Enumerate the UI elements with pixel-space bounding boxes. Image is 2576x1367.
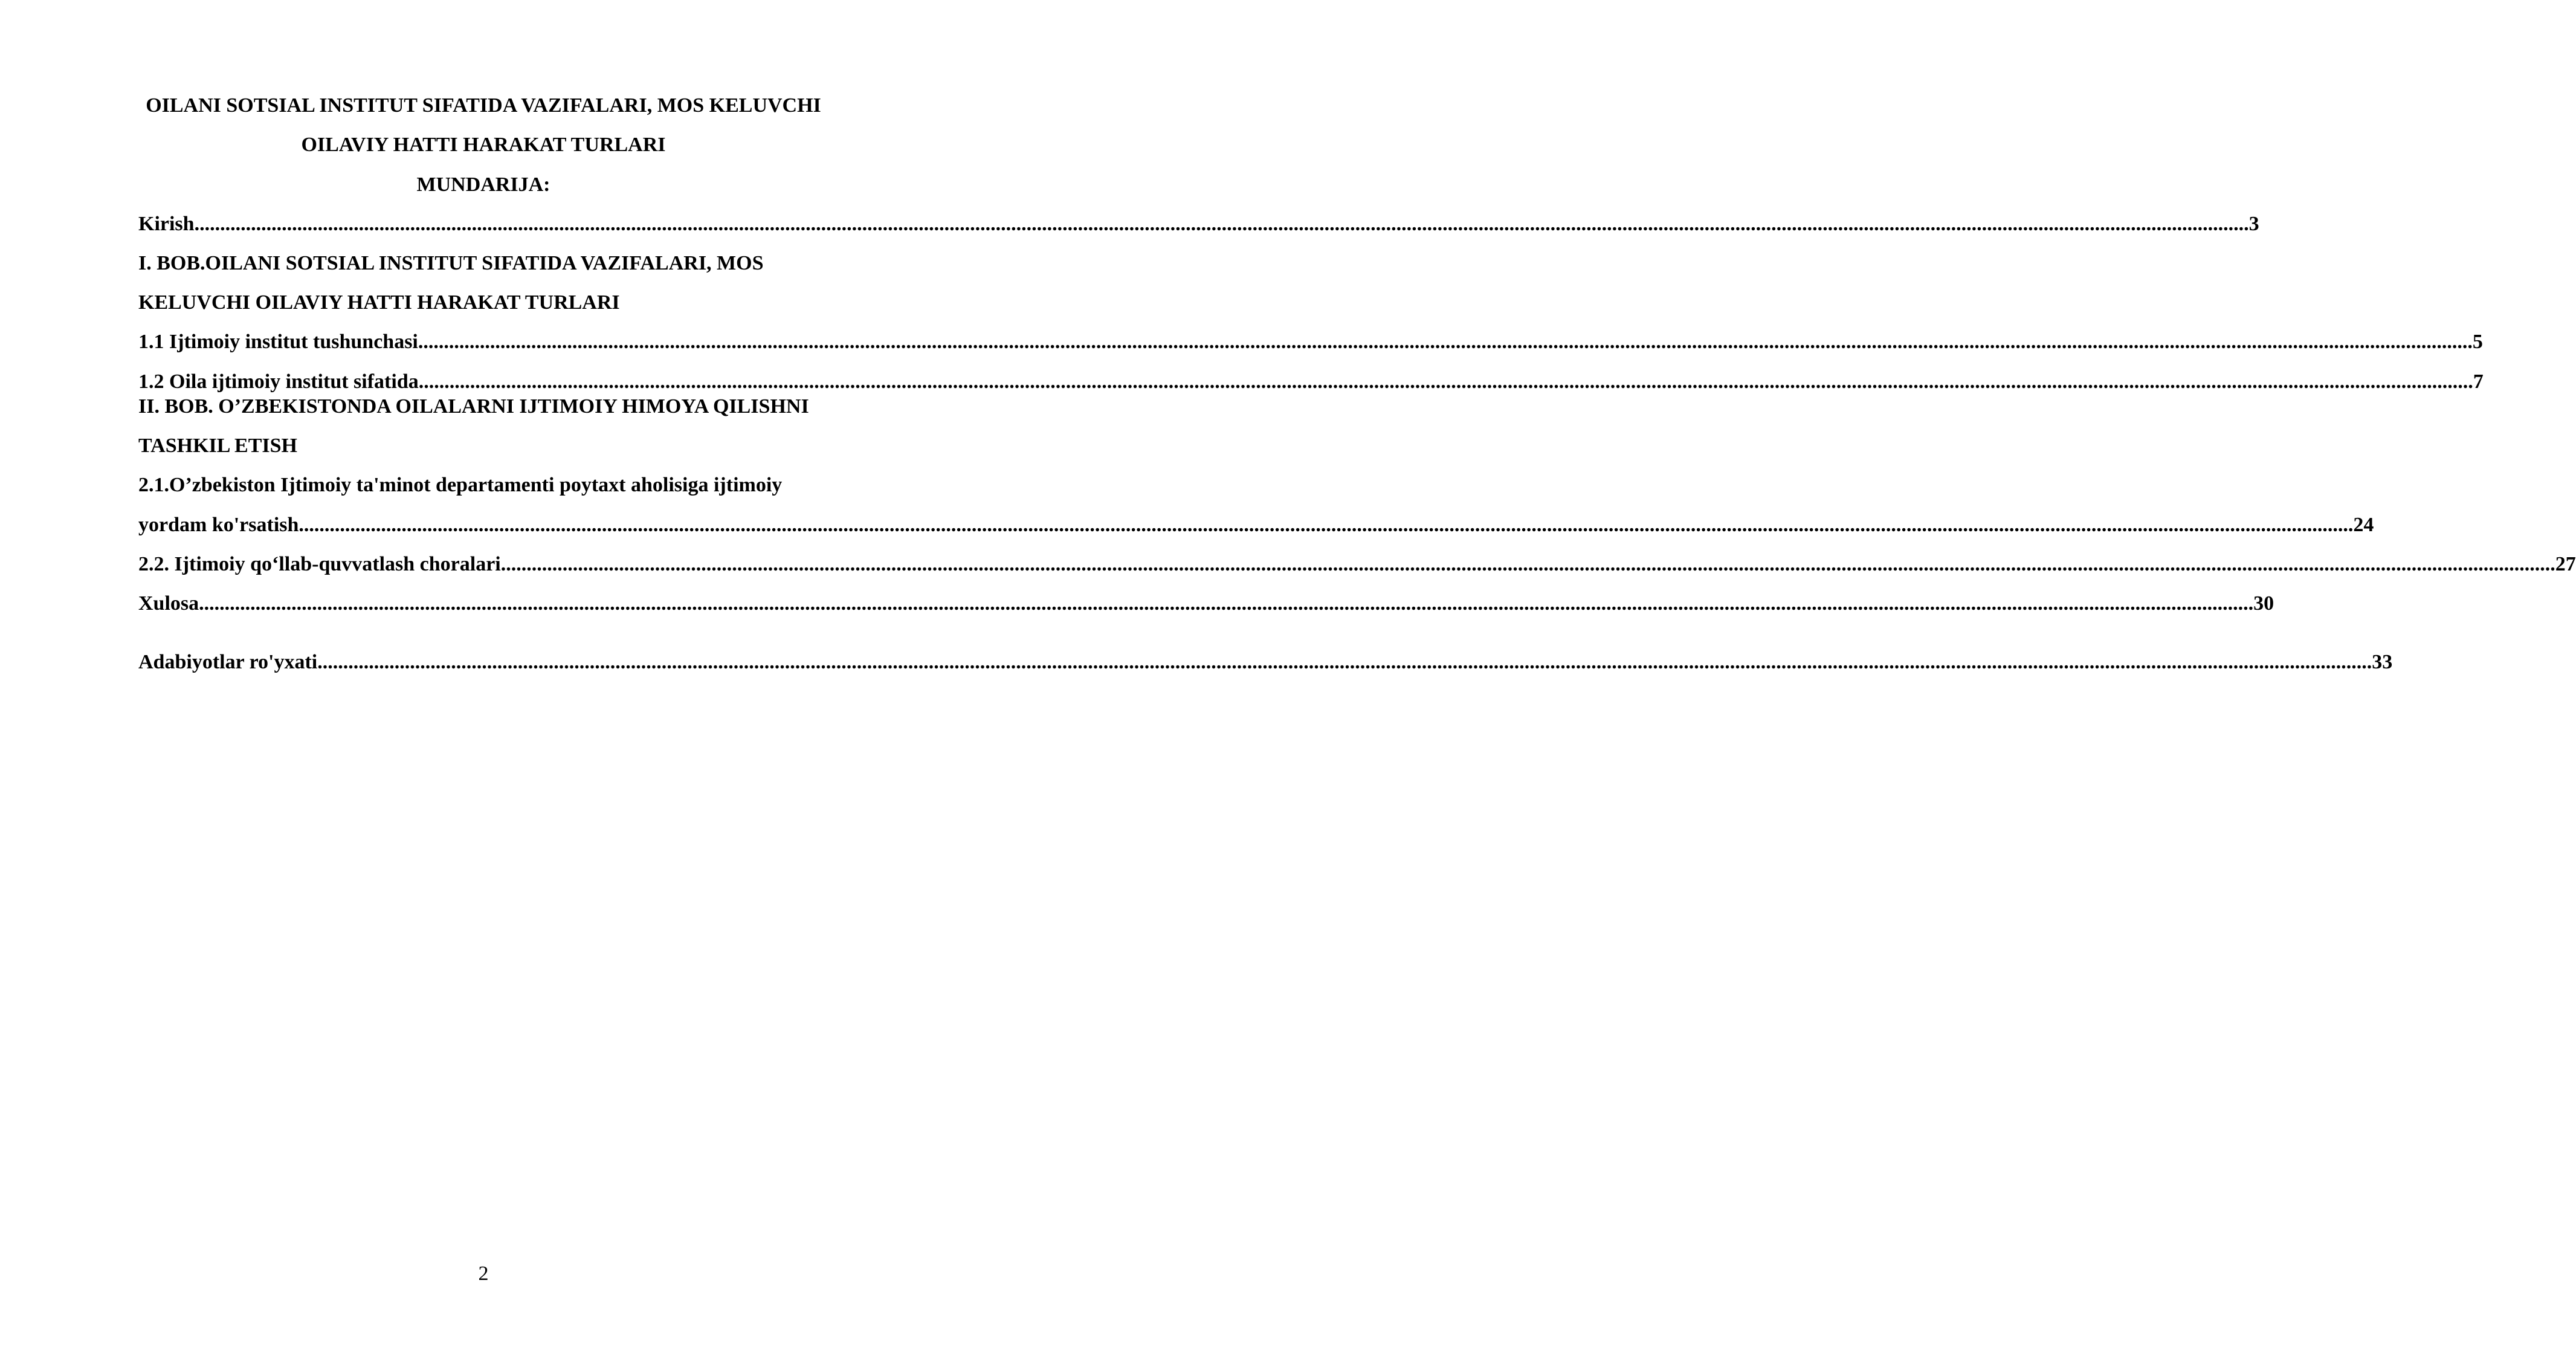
- document-title-line-1: OILANI SOTSIAL INSTITUT SIFATIDA VAZIFALARI, MOS KELUVCHI: [146, 94, 821, 117]
- toc-entry-1-2: [138, 370, 2484, 394]
- toc-entry-page: 5: [2472, 331, 2483, 353]
- toc-entry-label: 1.1 Ijtimoiy institut tushunchasi: [138, 331, 418, 353]
- toc-chapter-2-line-2: TASHKIL ETISH: [138, 435, 297, 457]
- toc-entry-2-1-line-1: 2.1.O’zbekiston Ijtimoiy ta'minot departamenti poytaxt aholisiga ijtimoiy: [138, 474, 783, 496]
- toc-entry-2-2: [138, 552, 2576, 577]
- toc-chapter-1-line-1: I. BOB.OILANI SOTSIAL INSTITUT SIFATIDA VAZIFALARI, MOS: [138, 252, 764, 274]
- toc-entry-page: 24: [2353, 514, 2374, 536]
- toc-entry-label: 2.2. Ijtimoiy qo‘llab-quvvatlash choralari: [138, 553, 501, 575]
- toc-leader-dots: ................................................................................................................................................................................................................................................................................................................................................................................................................: [500, 553, 2555, 575]
- toc-entry-label: Kirish: [138, 213, 195, 235]
- toc-entry-label: 1.2 Oila ijtimoiy institut sifatida: [138, 370, 419, 393]
- toc-leader-dots: ................................................................................................................................................................................................................................................................................................................................................................................................................: [199, 592, 2254, 615]
- toc-entry-conclusion: [138, 592, 2274, 616]
- toc-chapter-2-line-1: II. BOB. O’ZBEKISTONDA OILALARNI IJTIMOIY HIMOYA QILISHNI: [138, 395, 809, 418]
- toc-entry-page: 7: [2473, 370, 2484, 393]
- toc-entry-1-1: [138, 330, 2483, 354]
- toc-entry-references: [138, 650, 2393, 674]
- toc-entry-intro: [138, 212, 2259, 236]
- toc-entry-label: Xulosa: [138, 592, 199, 615]
- toc-chapter-1-line-2: KELUVCHI OILAVIY HATTI HARAKAT TURLARI: [138, 291, 620, 314]
- toc-entry-label: yordam ko'rsatish: [138, 514, 299, 536]
- toc-entry-label: Adabiyotlar ro'yxati: [138, 651, 318, 673]
- document-title-line-2: OILAVIY HATTI HARAKAT TURLARI: [301, 134, 666, 156]
- toc-leader-dots: ................................................................................................................................................................................................................................................................................................................................................................................................................: [299, 514, 2354, 536]
- toc-entry-page: 33: [2372, 651, 2393, 673]
- toc-entry-page: 27: [2555, 553, 2576, 575]
- toc-leader-dots: ................................................................................................................................................................................................................................................................................................................................................................................................................: [418, 370, 2473, 393]
- page-number: 2: [478, 1262, 489, 1285]
- toc-entry-page: 30: [2253, 592, 2274, 615]
- toc-leader-dots: ................................................................................................................................................................................................................................................................................................................................................................................................................: [418, 331, 2473, 353]
- toc-leader-dots: ................................................................................................................................................................................................................................................................................................................................................................................................................: [317, 651, 2372, 673]
- toc-leader-dots: ................................................................................................................................................................................................................................................................................................................................................................................................................: [194, 213, 2249, 235]
- toc-entry-2-1: [138, 513, 2374, 537]
- toc-entry-page: 3: [2248, 213, 2259, 235]
- contents-heading: MUNDARIJA:: [416, 173, 550, 196]
